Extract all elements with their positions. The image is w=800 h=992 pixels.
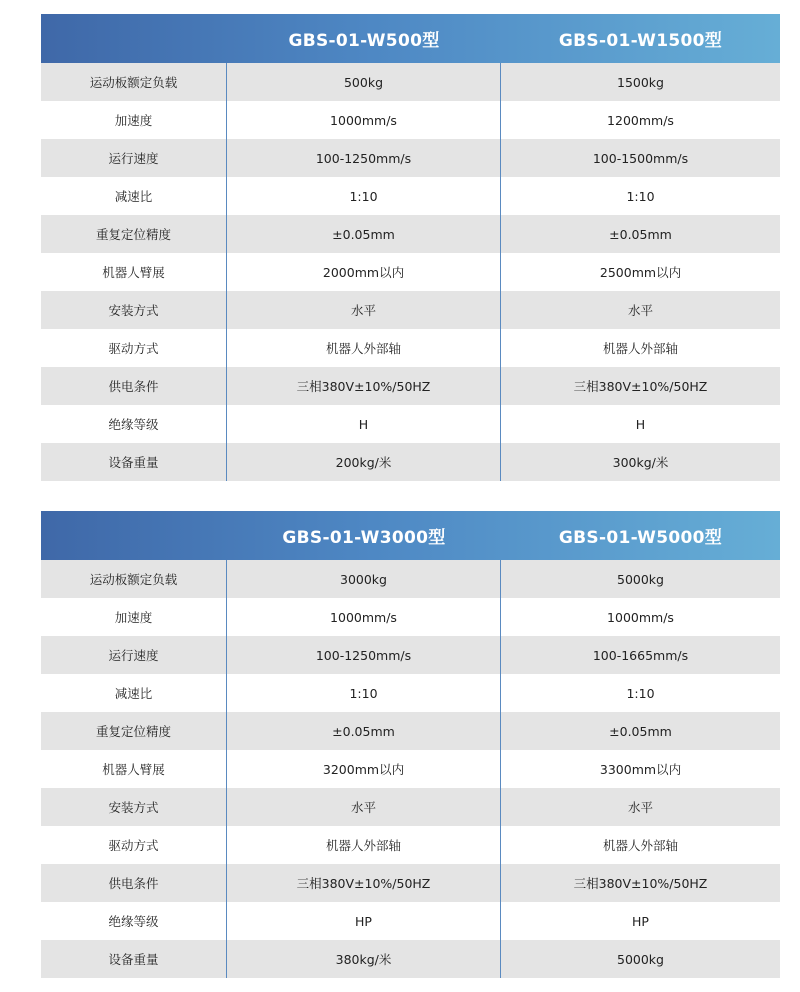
table-header bbox=[41, 14, 780, 63]
spec-table-2 bbox=[41, 511, 780, 978]
spec-value-cell: 1:10 bbox=[626, 188, 655, 204]
spec-value-cell: 380kg/米 bbox=[227, 940, 501, 978]
model-header-cell: GBS-01-W500型 bbox=[288, 31, 440, 51]
spec-label-cell: 驱动方式 bbox=[41, 826, 227, 864]
spec-value-cell: 5000kg bbox=[617, 951, 664, 967]
spec-value-cell: H bbox=[635, 416, 646, 432]
model-header-cell: GBS-01-W3000型 bbox=[282, 528, 446, 548]
spec-value-cell: H bbox=[227, 405, 501, 443]
spec-value-cell: HP bbox=[632, 913, 649, 929]
spec-value-cell: 100-1500mm/s bbox=[592, 150, 689, 166]
spec-value-cell: 2000mm以内 bbox=[227, 253, 501, 291]
spec-label-cell: 减速比 bbox=[41, 177, 227, 215]
spec-value-cell: 1:10 bbox=[227, 674, 501, 712]
spec-label-cell: 供电条件 bbox=[41, 864, 227, 902]
spec-value-cell: 3200mm以内 bbox=[227, 750, 501, 788]
spec-value-cell: 机器人外部轴 bbox=[227, 329, 501, 367]
spec-label-cell: 运动板额定负载 bbox=[41, 63, 227, 101]
spec-value-cell: ±0.05mm bbox=[227, 215, 501, 253]
spec-value-cell: 三相380V±10%/50HZ bbox=[227, 864, 501, 902]
spec-label-cell: 减速比 bbox=[41, 674, 227, 712]
spec-value-cell: 机器人外部轴 bbox=[227, 826, 501, 864]
table-row bbox=[41, 329, 780, 367]
spec-value-cell: 三相380V±10%/50HZ bbox=[573, 876, 708, 891]
spec-label-cell: 安装方式 bbox=[41, 291, 227, 329]
spec-label-cell: 供电条件 bbox=[41, 367, 227, 405]
spec-value-cell: 200kg/米 bbox=[227, 443, 501, 481]
spec-value-cell: 1:10 bbox=[626, 685, 655, 701]
spec-label-cell: 驱动方式 bbox=[41, 329, 227, 367]
table-row bbox=[41, 598, 780, 636]
spec-value-cell: 1000mm/s bbox=[227, 101, 501, 139]
spec-value-cell: ±0.05mm bbox=[227, 712, 501, 750]
spec-label-cell: 运动板额定负载 bbox=[41, 560, 227, 598]
table-row bbox=[41, 788, 780, 826]
spec-value-cell: ±0.05mm bbox=[609, 723, 672, 739]
table-row bbox=[41, 139, 780, 177]
table-row bbox=[41, 215, 780, 253]
spec-value-cell: 1200mm/s bbox=[607, 112, 674, 128]
spec-value-cell: 300kg/米 bbox=[612, 455, 669, 470]
spec-value-cell: 水平 bbox=[627, 800, 653, 815]
spec-value-cell: 1000mm/s bbox=[227, 598, 501, 636]
spec-table-1 bbox=[41, 14, 780, 481]
spec-value-cell: 机器人外部轴 bbox=[602, 341, 678, 356]
header-corner-cell bbox=[41, 511, 227, 560]
table-row bbox=[41, 864, 780, 902]
table-row bbox=[41, 560, 780, 598]
spec-label-cell: 设备重量 bbox=[41, 940, 227, 978]
table-row bbox=[41, 636, 780, 674]
table-row bbox=[41, 712, 780, 750]
spec-value-cell: 2500mm以内 bbox=[599, 265, 682, 280]
spec-value-cell: 水平 bbox=[627, 303, 653, 318]
table-row bbox=[41, 940, 780, 978]
spec-label-cell: 机器人臂展 bbox=[41, 750, 227, 788]
table-row bbox=[41, 101, 780, 139]
header-corner-cell bbox=[41, 14, 227, 63]
table-row bbox=[41, 750, 780, 788]
table-header bbox=[41, 511, 780, 560]
table-row bbox=[41, 177, 780, 215]
table-row bbox=[41, 405, 780, 443]
model-header-cell: GBS-01-W1500型 bbox=[558, 31, 723, 51]
spec-label-cell: 绝缘等级 bbox=[41, 902, 227, 940]
spec-label-cell: 重复定位精度 bbox=[41, 215, 227, 253]
spec-label-cell: 重复定位精度 bbox=[41, 712, 227, 750]
spec-value-cell: 3000kg bbox=[227, 560, 501, 598]
spec-value-cell: 5000kg bbox=[617, 571, 664, 587]
spec-value-cell: 水平 bbox=[227, 291, 501, 329]
spec-value-cell: HP bbox=[227, 902, 501, 940]
spec-value-cell: 100-1250mm/s bbox=[227, 636, 501, 674]
spec-label-cell: 机器人臂展 bbox=[41, 253, 227, 291]
table-row bbox=[41, 674, 780, 712]
spec-value-cell: 三相380V±10%/50HZ bbox=[227, 367, 501, 405]
table-row bbox=[41, 63, 780, 101]
spec-value-cell: 1000mm/s bbox=[607, 609, 674, 625]
spec-value-cell: 机器人外部轴 bbox=[602, 838, 678, 853]
model-header-cell: GBS-01-W5000型 bbox=[558, 528, 723, 548]
table-row bbox=[41, 826, 780, 864]
spec-value-cell: 100-1665mm/s bbox=[592, 647, 689, 663]
spec-value-cell: ±0.05mm bbox=[609, 226, 672, 242]
spec-value-cell: 500kg bbox=[227, 63, 501, 101]
spec-value-cell: 三相380V±10%/50HZ bbox=[573, 379, 708, 394]
spec-label-cell: 加速度 bbox=[41, 598, 227, 636]
spec-value-cell: 3300mm以内 bbox=[599, 762, 682, 777]
table-row bbox=[41, 902, 780, 940]
spec-label-cell: 运行速度 bbox=[41, 139, 227, 177]
spec-label-cell: 设备重量 bbox=[41, 443, 227, 481]
table-row bbox=[41, 253, 780, 291]
table-row bbox=[41, 291, 780, 329]
spec-value-cell: 1500kg bbox=[617, 74, 664, 90]
spec-value-cell: 1:10 bbox=[227, 177, 501, 215]
spec-value-cell: 水平 bbox=[227, 788, 501, 826]
spec-label-cell: 安装方式 bbox=[41, 788, 227, 826]
spec-label-cell: 运行速度 bbox=[41, 636, 227, 674]
spec-value-cell: 100-1250mm/s bbox=[227, 139, 501, 177]
spec-label-cell: 绝缘等级 bbox=[41, 405, 227, 443]
spec-label-cell: 加速度 bbox=[41, 101, 227, 139]
table-row bbox=[41, 443, 780, 481]
table-row bbox=[41, 367, 780, 405]
